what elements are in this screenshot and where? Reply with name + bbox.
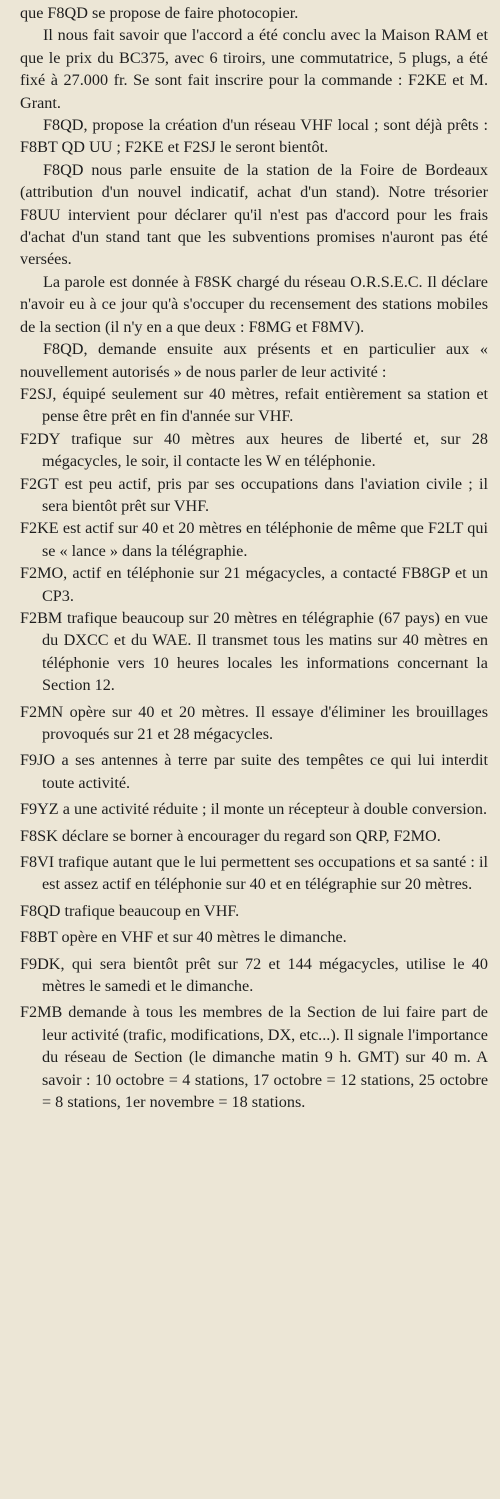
station-report-item: F2MO, actif en téléphonie sur 21 mégacycles, a contacté FB8GP et un CP3. xyxy=(20,564,488,605)
station-report-item: F2GT est peu actif, pris par ses occupations dans l'aviation civile ; il sera bientôt prêt sur VHF. xyxy=(20,474,488,515)
paragraph: que F8QD se propose de faire photocopier. xyxy=(20,4,299,22)
station-report-item: F8SK déclare se borner à encourager du regard son QRP, F2MO. xyxy=(20,826,441,845)
paragraph: Il nous fait savoir que l'accord a été conclu avec la Maison RAM et que le prix du BC375, avec 6 tiroirs, une commutatrice, 5 plugs, a été fixé à 27.000 fr. Se sont fait inscrire pour la commande : F2KE et M. Grant. xyxy=(20,26,488,112)
station-reports-list xyxy=(20,383,488,1114)
station-report-item: F8QD trafique beaucoup en VHF. xyxy=(20,901,240,920)
station-report-item: F2SJ, équipé seulement sur 40 mètres, refait entièrement sa station et pense être prêt en fin d'année sur VHF. xyxy=(20,384,488,426)
station-report-item: F8BT opère en VHF et sur 40 mètres le dimanche. xyxy=(20,928,347,947)
station-report-item: F9DK, qui sera bientôt prêt sur 72 et 144 mégacycles, utilise le 40 mètres le samedi et le dimanche. xyxy=(20,954,488,996)
station-report-item: F9JO a ses antennes à terre par suite des tempêtes ce qui lui interdit toute activité. xyxy=(20,751,488,792)
paragraph: F8QD, propose la création d'un réseau VHF local ; sont déjà prêts : F8BT QD UU ; F2KE et F2SJ le seront bientôt. xyxy=(20,116,488,157)
opening-section xyxy=(20,2,488,383)
station-report-item: F2KE est actif sur 40 et 20 mètres en téléphonie de même que F2LT qui se « lance » dans la télégraphie. xyxy=(20,519,488,560)
station-report-item: F8VI trafique autant que le lui permettent ses occupations et sa santé : il est assez actif en téléphonie sur 40 et en télégraphie sur 20 mètres. xyxy=(20,853,488,894)
station-report-item: F2BM trafique beaucoup sur 20 mètres en télégraphie (67 pays) en vue du DXCC et du WAE. Il transmet tous les matins sur 40 mètres en téléphonie vers 10 heures locales les informations concernant la Section 12. xyxy=(20,608,488,695)
station-report-item: F2MN opère sur 40 et 20 mètres. Il essaye d'éliminer les brouillages provoqués sur 21 et 28 mégacycles. xyxy=(20,702,488,743)
station-report-item: F9YZ a une activité réduite ; il monte un récepteur à double conversion. xyxy=(20,800,488,819)
station-report-item: F2MB demande à tous les membres de la Section de lui faire part de leur activité (trafic, modifications, DX, etc...). Il signale l'importance du réseau de Section (le dimanche matin 9 h. GMT) sur 40 m. A savoir : 10 octobre = 4 stations, 17 octobre = 12 stations, 25 octobre = 8 stations, 1er novembre = 18 stations. xyxy=(20,1003,488,1112)
paragraph: F8QD nous parle ensuite de la station de la Foire de Bordeaux (attribution d'un nouvel indicatif, achat d'un stand). Notre trésorier F8UU intervient pour déclarer qu'il n'est pas d'accord pour les frais d'achat d'un stand tant que les subventions promises n'auront pas été versées. xyxy=(20,160,488,269)
station-report-item: F2DY trafique sur 40 mètres aux heures de liberté et, sur 28 mégacycles, le soir, il contacte les W en téléphonie. xyxy=(20,429,488,471)
paragraph: La parole est donnée à F8SK chargé du réseau O.R.S.E.C. Il déclare n'avoir eu à ce jour qu'à s'occuper du recensement des stations mobiles de la section (il n'y en a que deux : F8MG et F8MV). xyxy=(20,272,488,336)
paragraph: F8QD, demande ensuite aux présents et en particulier aux « nouvellement autorisés » de nous parler de leur activité : xyxy=(20,340,488,381)
